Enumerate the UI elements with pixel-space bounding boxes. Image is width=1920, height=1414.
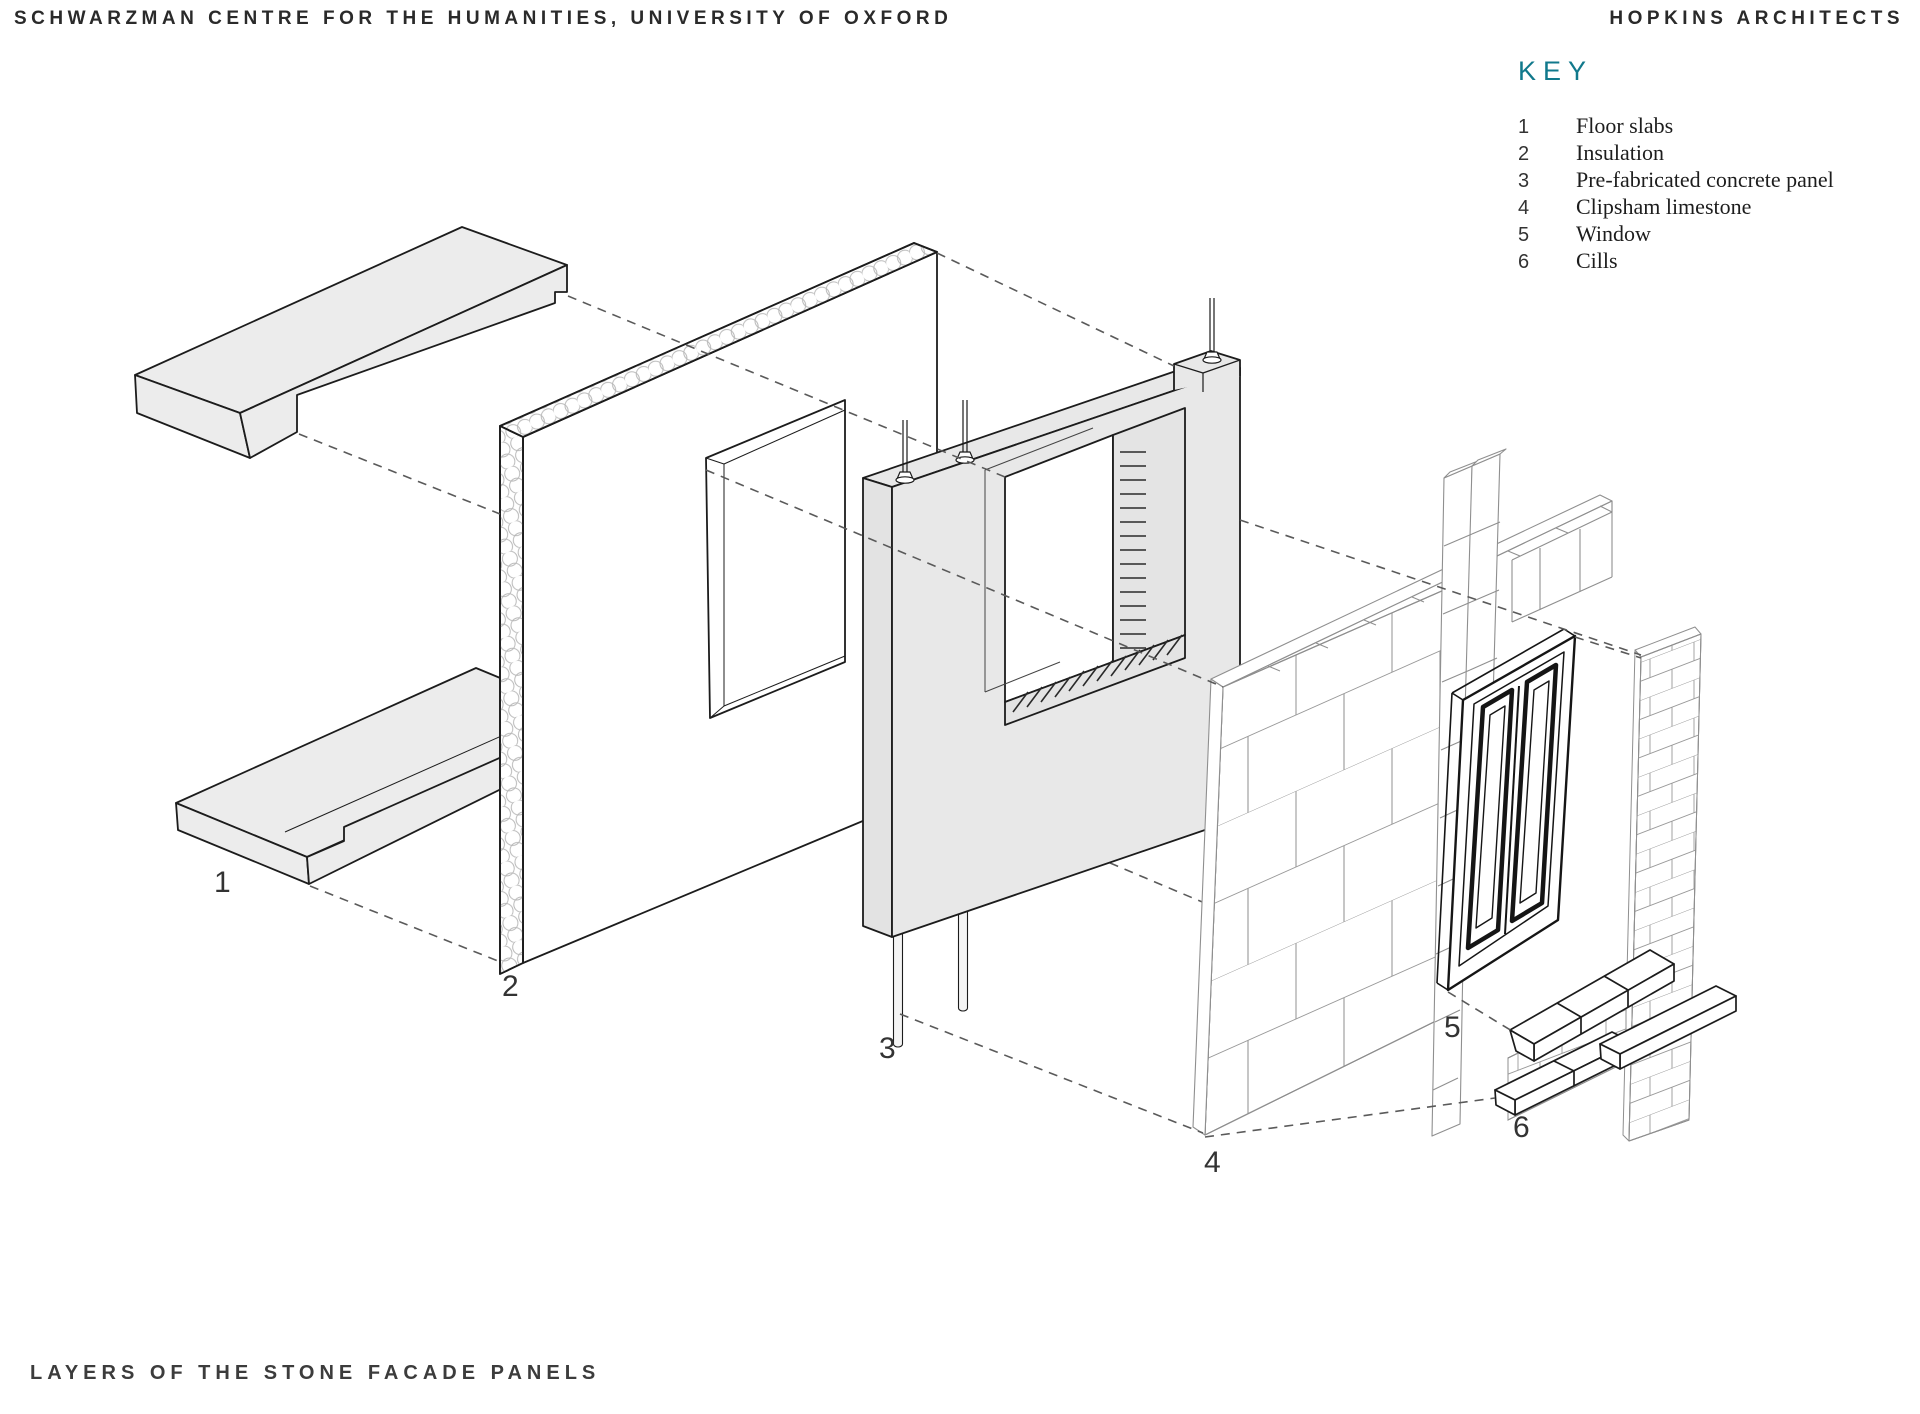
floor-slab-upper bbox=[135, 227, 567, 458]
key-label: Cills bbox=[1576, 248, 1618, 273]
key-num: 2 bbox=[1518, 143, 1530, 165]
key-title: KEY bbox=[1518, 56, 1594, 86]
key-label: Window bbox=[1576, 221, 1651, 246]
drawing-caption: LAYERS OF THE STONE FACADE PANELS bbox=[30, 1362, 601, 1384]
project-title: SCHWARZMAN CENTRE FOR THE HUMANITIES, UNIVERSITY OF OXFORD bbox=[14, 8, 953, 29]
key-num: 1 bbox=[1518, 116, 1530, 138]
key-label: Clipsham limestone bbox=[1576, 194, 1752, 219]
brick-pier bbox=[1623, 627, 1701, 1141]
key-label: Pre-fabricated concrete panel bbox=[1576, 167, 1834, 192]
key-num: 5 bbox=[1518, 224, 1530, 246]
key-num: 3 bbox=[1518, 170, 1530, 192]
callout-5: 5 bbox=[1444, 1011, 1461, 1044]
callout-1: 1 bbox=[214, 866, 231, 899]
firm-title: HOPKINS ARCHITECTS bbox=[1609, 8, 1904, 29]
callout-2: 2 bbox=[502, 970, 519, 1003]
callout-3: 3 bbox=[879, 1032, 896, 1065]
callout-4: 4 bbox=[1204, 1146, 1221, 1179]
key-num: 4 bbox=[1518, 197, 1530, 219]
key-num: 6 bbox=[1518, 251, 1530, 273]
callout-6: 6 bbox=[1513, 1111, 1530, 1144]
key-label: Insulation bbox=[1576, 140, 1664, 165]
key-label: Floor slabs bbox=[1576, 113, 1674, 138]
